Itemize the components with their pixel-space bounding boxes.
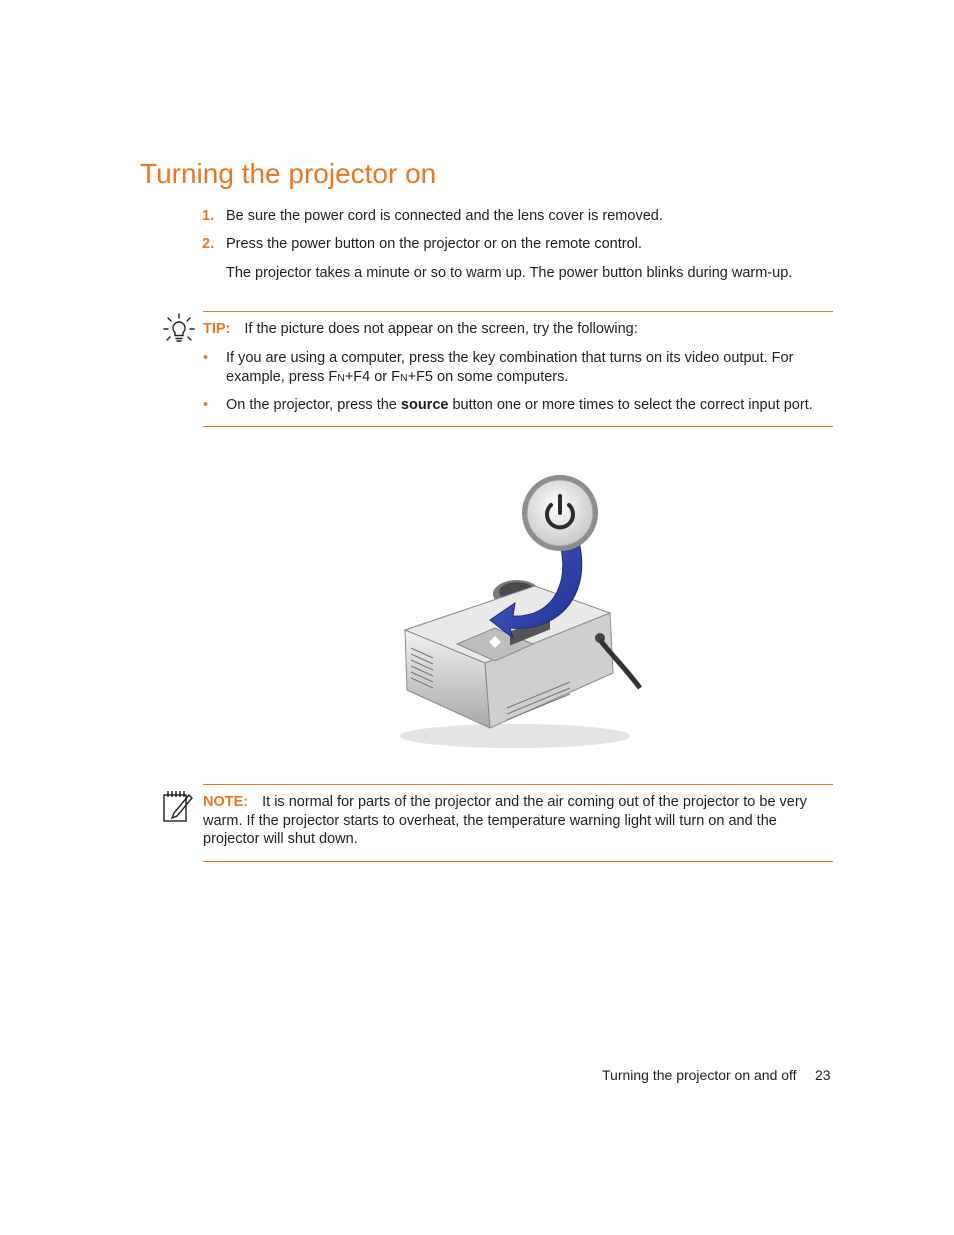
tip-top-rule <box>203 311 833 312</box>
step-number: 1. <box>202 208 215 224</box>
lightbulb-icon <box>162 312 196 348</box>
footer-section-title: Turning the projector on and off <box>602 1067 797 1083</box>
tip-label: TIP: <box>203 321 231 337</box>
step-1 <box>202 208 663 224</box>
page-title: Turning the projector on <box>140 158 437 189</box>
step-text: Be sure the power cord is connected and the lens cover is removed. <box>226 208 663 224</box>
tip-text: If the picture does not appear on the screen, try the following: <box>244 321 638 337</box>
page-number: 23 <box>815 1067 831 1083</box>
note-top-rule <box>203 784 833 785</box>
note-label: NOTE: <box>203 794 249 810</box>
source-keyword: source <box>400 397 449 413</box>
bullet-text: On the projector, press the source button one or more times to select the correct input port. <box>226 397 813 413</box>
projector-power-illustration <box>395 468 645 753</box>
step-text: Press the power button on the projector or on the remote control. <box>226 236 642 252</box>
bullet-text: If you are using a computer, press the key combination that turns on its video output. For example, press FN+F4 or FN+F5 on some computers. <box>226 350 794 385</box>
step-number: 2. <box>202 236 215 252</box>
step-note: The projector takes a minute or so to warm up. The power button blinks during warm-up. <box>226 265 793 281</box>
tip-line <box>203 321 638 337</box>
notepad-pencil-icon <box>162 789 194 823</box>
note-body: It is normal for parts of the projector and the air coming out of the projector to be very warm. If the projector starts to overheat, the temperature warning light will turn on and the projector will shut down. <box>203 794 807 847</box>
step-2 <box>202 236 642 252</box>
tip-bottom-rule <box>203 426 833 427</box>
note-bottom-rule <box>203 861 833 862</box>
note-text <box>203 793 833 849</box>
bullet-icon: • <box>203 350 209 366</box>
bullet-icon: • <box>203 397 209 413</box>
